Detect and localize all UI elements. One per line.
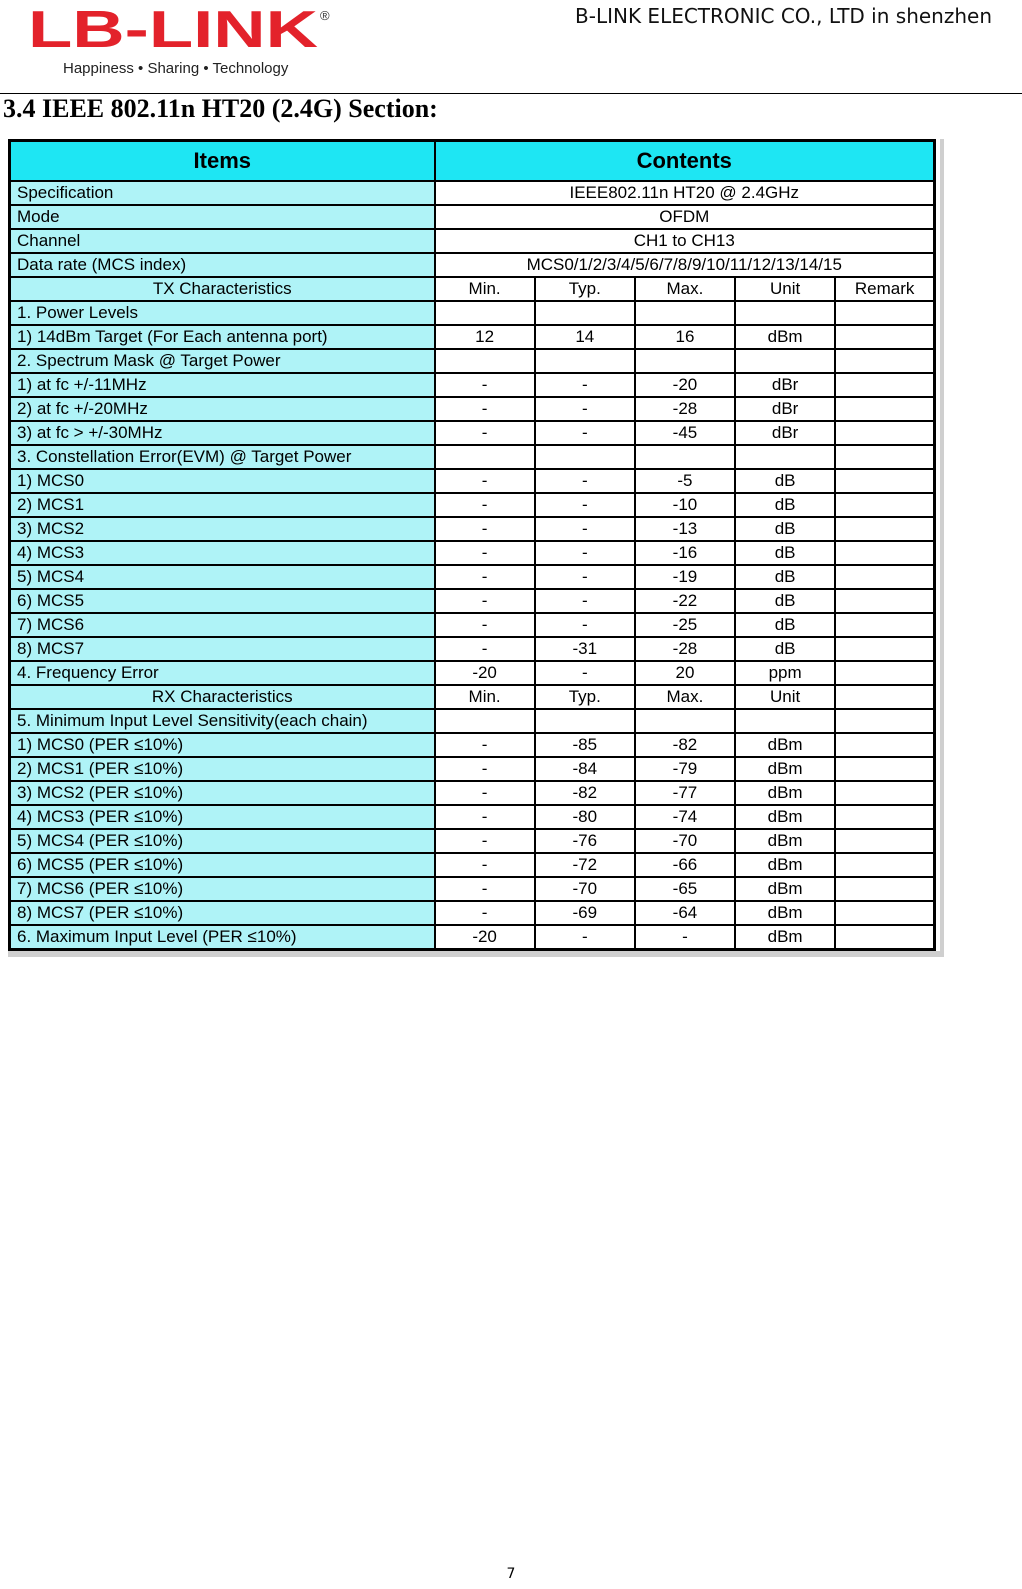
spec-table-wrapper <box>8 139 944 957</box>
table-row <box>10 421 935 445</box>
row-remark <box>835 709 934 733</box>
rx-header-row <box>10 685 935 709</box>
row-min: - <box>435 397 535 421</box>
row-typ: -72 <box>535 853 635 877</box>
company-name: B-LINK ELECTRONIC CO., LTD in shenzhen <box>575 4 992 28</box>
row-max <box>635 349 735 373</box>
row-unit: dB <box>735 469 835 493</box>
row-typ: - <box>535 589 635 613</box>
row-remark <box>835 661 934 685</box>
row-label: 3. Constellation Error(EVM) @ Target Power <box>10 445 435 469</box>
row-min: - <box>435 517 535 541</box>
row-label: 7) MCS6 (PER ≤10%) <box>10 877 435 901</box>
row-label: 6) MCS5 <box>10 589 435 613</box>
row-min: - <box>435 853 535 877</box>
row-unit: dBm <box>735 829 835 853</box>
table-row <box>10 541 935 565</box>
row-typ: - <box>535 517 635 541</box>
spec-row <box>10 181 935 205</box>
row-max: -65 <box>635 877 735 901</box>
row-min: 12 <box>435 325 535 349</box>
row-unit <box>735 445 835 469</box>
table-row <box>10 589 935 613</box>
row-remark <box>835 589 934 613</box>
spec-row <box>10 205 935 229</box>
row-typ: - <box>535 541 635 565</box>
logo-wordmark: LB-LINK <box>28 2 319 58</box>
row-unit: dB <box>735 637 835 661</box>
row-typ: - <box>535 421 635 445</box>
row-remark <box>835 421 934 445</box>
tx-header-remark: Remark <box>835 277 934 301</box>
row-typ: - <box>535 469 635 493</box>
spec-label: Specification <box>10 181 435 205</box>
row-typ: - <box>535 925 635 950</box>
spec-value: CH1 to CH13 <box>435 229 935 253</box>
row-label: 2) MCS1 (PER ≤10%) <box>10 757 435 781</box>
row-remark <box>835 565 934 589</box>
row-typ: - <box>535 613 635 637</box>
row-max: 20 <box>635 661 735 685</box>
table-row <box>10 781 935 805</box>
row-min: - <box>435 781 535 805</box>
row-min: - <box>435 901 535 925</box>
row-remark <box>835 781 934 805</box>
row-max: -19 <box>635 565 735 589</box>
table-row <box>10 565 935 589</box>
row-remark <box>835 373 934 397</box>
row-remark <box>835 541 934 565</box>
lb-link-logo-icon <box>28 2 348 58</box>
spec-value: IEEE802.11n HT20 @ 2.4GHz <box>435 181 935 205</box>
row-typ: -69 <box>535 901 635 925</box>
row-min: - <box>435 493 535 517</box>
row-label: 3) MCS2 (PER ≤10%) <box>10 781 435 805</box>
page-number: 7 <box>506 1566 516 1582</box>
row-typ <box>535 709 635 733</box>
row-unit <box>735 709 835 733</box>
tx-header-max: Max. <box>635 277 735 301</box>
row-max: -16 <box>635 541 735 565</box>
row-typ: -31 <box>535 637 635 661</box>
table-row <box>10 709 935 733</box>
row-max: -74 <box>635 805 735 829</box>
spec-row <box>10 253 935 277</box>
row-max: -28 <box>635 397 735 421</box>
row-typ: - <box>535 373 635 397</box>
row-unit: dBm <box>735 733 835 757</box>
row-typ <box>535 349 635 373</box>
row-max: -70 <box>635 829 735 853</box>
row-remark <box>835 805 934 829</box>
row-min: - <box>435 877 535 901</box>
row-max: -25 <box>635 613 735 637</box>
row-label: 2) MCS1 <box>10 493 435 517</box>
table-row <box>10 517 935 541</box>
row-min: - <box>435 469 535 493</box>
row-unit: dBr <box>735 373 835 397</box>
spec-label: Data rate (MCS index) <box>10 253 435 277</box>
row-label: 6) MCS5 (PER ≤10%) <box>10 853 435 877</box>
row-remark <box>835 853 934 877</box>
row-remark <box>835 877 934 901</box>
row-typ <box>535 301 635 325</box>
row-remark <box>835 517 934 541</box>
row-label: 6. Maximum Input Level (PER ≤10%) <box>10 925 435 950</box>
row-unit: dBm <box>735 805 835 829</box>
row-max: -10 <box>635 493 735 517</box>
row-remark <box>835 301 934 325</box>
row-max: -79 <box>635 757 735 781</box>
row-min: -20 <box>435 925 535 950</box>
spec-table <box>8 139 936 951</box>
row-remark <box>835 757 934 781</box>
table-row <box>10 325 935 349</box>
rx-header-remark <box>835 685 934 709</box>
spec-label: Mode <box>10 205 435 229</box>
rx-header-typ: Typ. <box>535 685 635 709</box>
row-unit: dBm <box>735 925 835 950</box>
row-label: 3) at fc > +/-30MHz <box>10 421 435 445</box>
row-min: - <box>435 421 535 445</box>
row-remark <box>835 925 934 950</box>
row-max: -28 <box>635 637 735 661</box>
table-row <box>10 493 935 517</box>
row-label: 1) MCS0 <box>10 469 435 493</box>
company-logo <box>28 2 348 84</box>
row-typ: - <box>535 397 635 421</box>
row-remark <box>835 493 934 517</box>
row-unit: dBm <box>735 853 835 877</box>
row-min <box>435 709 535 733</box>
row-unit <box>735 349 835 373</box>
table-row <box>10 877 935 901</box>
row-remark <box>835 613 934 637</box>
row-min: - <box>435 373 535 397</box>
row-min: - <box>435 829 535 853</box>
row-typ: -85 <box>535 733 635 757</box>
row-unit <box>735 301 835 325</box>
table-row <box>10 925 935 950</box>
row-unit: dBm <box>735 877 835 901</box>
row-min: - <box>435 757 535 781</box>
row-unit: ppm <box>735 661 835 685</box>
tx-header-min: Min. <box>435 277 535 301</box>
row-typ: -82 <box>535 781 635 805</box>
row-min: - <box>435 805 535 829</box>
row-typ: - <box>535 661 635 685</box>
rx-header-unit: Unit <box>735 685 835 709</box>
table-row <box>10 733 935 757</box>
row-label: 2) at fc +/-20MHz <box>10 397 435 421</box>
row-typ: -84 <box>535 757 635 781</box>
row-unit: dB <box>735 565 835 589</box>
row-label: 4) MCS3 (PER ≤10%) <box>10 805 435 829</box>
row-min: -20 <box>435 661 535 685</box>
row-label: 5. Minimum Input Level Sensitivity(each chain) <box>10 709 435 733</box>
row-max: -22 <box>635 589 735 613</box>
row-remark <box>835 397 934 421</box>
row-max: -77 <box>635 781 735 805</box>
spec-row <box>10 229 935 253</box>
table-row <box>10 445 935 469</box>
row-typ: -80 <box>535 805 635 829</box>
row-typ: -70 <box>535 877 635 901</box>
table-row <box>10 757 935 781</box>
row-min: - <box>435 589 535 613</box>
rx-header-min: Min. <box>435 685 535 709</box>
table-row <box>10 829 935 853</box>
row-max <box>635 709 735 733</box>
spec-value: MCS0/1/2/3/4/5/6/7/8/9/10/11/12/13/14/15 <box>435 253 935 277</box>
tx-header-label: TX Characteristics <box>10 277 435 301</box>
registered-mark: ® <box>320 8 330 23</box>
row-typ <box>535 445 635 469</box>
row-max <box>635 445 735 469</box>
tx-header-unit: Unit <box>735 277 835 301</box>
table-row <box>10 373 935 397</box>
row-unit: dB <box>735 541 835 565</box>
row-label: 1) at fc +/-11MHz <box>10 373 435 397</box>
row-label: 5) MCS4 <box>10 565 435 589</box>
row-remark <box>835 325 934 349</box>
table-row <box>10 469 935 493</box>
table-row <box>10 613 935 637</box>
row-remark <box>835 901 934 925</box>
row-max: -66 <box>635 853 735 877</box>
row-unit: dB <box>735 517 835 541</box>
row-remark <box>835 349 934 373</box>
header-items: Items <box>10 141 435 182</box>
row-label: 4. Frequency Error <box>10 661 435 685</box>
row-min <box>435 301 535 325</box>
row-max: 16 <box>635 325 735 349</box>
table-row <box>10 349 935 373</box>
row-max: -20 <box>635 373 735 397</box>
table-row <box>10 853 935 877</box>
row-remark <box>835 469 934 493</box>
row-unit: dB <box>735 589 835 613</box>
row-min: - <box>435 541 535 565</box>
row-label: 4) MCS3 <box>10 541 435 565</box>
table-row <box>10 901 935 925</box>
row-max: -64 <box>635 901 735 925</box>
row-max: - <box>635 925 735 950</box>
row-label: 1) 14dBm Target (For Each antenna port) <box>10 325 435 349</box>
row-typ: -76 <box>535 829 635 853</box>
spec-label: Channel <box>10 229 435 253</box>
row-typ: 14 <box>535 325 635 349</box>
row-label: 8) MCS7 <box>10 637 435 661</box>
row-unit: dBm <box>735 901 835 925</box>
row-typ: - <box>535 493 635 517</box>
row-label: 1. Power Levels <box>10 301 435 325</box>
page-header <box>0 0 1022 96</box>
row-min: - <box>435 637 535 661</box>
row-min: - <box>435 613 535 637</box>
row-label: 3) MCS2 <box>10 517 435 541</box>
row-unit: dB <box>735 493 835 517</box>
header-contents: Contents <box>435 141 935 182</box>
row-label: 1) MCS0 (PER ≤10%) <box>10 733 435 757</box>
row-label: 5) MCS4 (PER ≤10%) <box>10 829 435 853</box>
row-unit: dBm <box>735 757 835 781</box>
row-max: -5 <box>635 469 735 493</box>
row-unit: dBr <box>735 397 835 421</box>
row-unit: dBr <box>735 421 835 445</box>
rx-header-max: Max. <box>635 685 735 709</box>
row-unit: dB <box>735 613 835 637</box>
table-row <box>10 397 935 421</box>
table-header-row <box>10 141 935 182</box>
section-title: 3.4 IEEE 802.11n HT20 (2.4G) Section: <box>3 94 438 123</box>
spec-value: OFDM <box>435 205 935 229</box>
row-remark <box>835 733 934 757</box>
row-label: 2. Spectrum Mask @ Target Power <box>10 349 435 373</box>
row-max: -13 <box>635 517 735 541</box>
row-label: 8) MCS7 (PER ≤10%) <box>10 901 435 925</box>
row-unit: dBm <box>735 781 835 805</box>
table-row <box>10 301 935 325</box>
row-label: 7) MCS6 <box>10 613 435 637</box>
row-remark <box>835 637 934 661</box>
table-row <box>10 637 935 661</box>
row-remark <box>835 445 934 469</box>
logo-tagline: Happiness • Sharing • Technology <box>63 60 289 77</box>
row-min <box>435 349 535 373</box>
row-remark <box>835 829 934 853</box>
row-typ: - <box>535 565 635 589</box>
row-unit: dBm <box>735 325 835 349</box>
table-row <box>10 661 935 685</box>
tx-header-typ: Typ. <box>535 277 635 301</box>
row-max <box>635 301 735 325</box>
row-min: - <box>435 565 535 589</box>
row-max: -82 <box>635 733 735 757</box>
row-min: - <box>435 733 535 757</box>
table-row <box>10 805 935 829</box>
row-max: -45 <box>635 421 735 445</box>
rx-header-label: RX Characteristics <box>10 685 435 709</box>
row-min <box>435 445 535 469</box>
tx-header-row <box>10 277 935 301</box>
